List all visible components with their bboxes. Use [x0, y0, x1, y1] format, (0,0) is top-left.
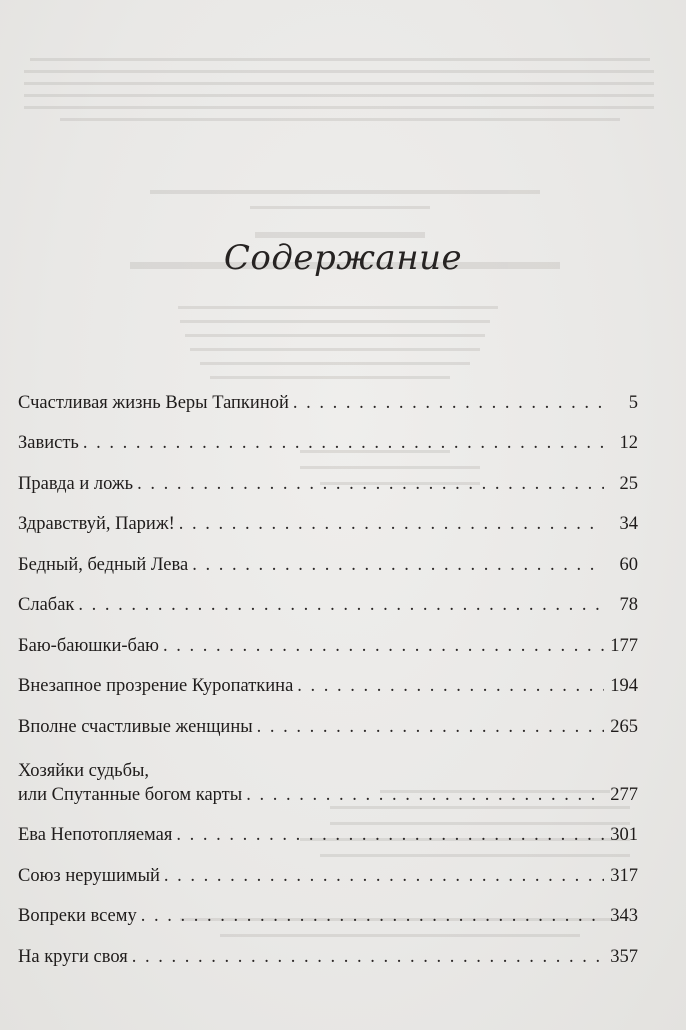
toc-entry [18, 577, 638, 618]
toc-page-number: 25 [619, 473, 638, 494]
toc-leader-dots [176, 823, 604, 847]
toc-leader-dots [293, 391, 604, 415]
toc-entry-title [18, 864, 160, 888]
toc-entry-title [18, 472, 133, 496]
toc-leader-dots [137, 472, 604, 496]
toc-leader-dots [132, 945, 604, 969]
toc-entry-title-line: Хозяйки судьбы, [18, 760, 150, 781]
toc-entry-title-line: Правда и ложь [18, 473, 134, 494]
toc-entry [18, 658, 638, 699]
toc-entry-title-line: Слабак [18, 595, 75, 615]
toc-entry-title-line: Бедный, бедный Лева [18, 554, 189, 575]
toc-entry-title [18, 674, 293, 698]
toc-entry [18, 739, 638, 807]
toc-page-number: 277 [610, 784, 638, 805]
toc-leader-dots [257, 715, 604, 739]
toc-entry-title-line: Баю-баюшки-баю [18, 635, 159, 656]
toc-entry-title [18, 431, 79, 455]
toc-page-number: 5 [628, 392, 638, 413]
toc-entry [18, 617, 638, 658]
toc-leader-dots [179, 512, 604, 536]
toc-leader-dots [164, 864, 604, 888]
toc-entry [18, 807, 638, 848]
toc-entry [18, 536, 638, 577]
toc-entry [18, 496, 638, 537]
toc-entry-title [18, 823, 172, 847]
toc-entry-title-line: Вполне счастливые женщины [18, 716, 253, 737]
toc-page-number: 317 [610, 865, 638, 886]
toc-entry-title-line: Здравствуй, Париж! [18, 514, 175, 534]
toc-page-number: 357 [610, 946, 638, 967]
toc-entry-title [18, 391, 289, 415]
contents-heading: Содержание [223, 238, 463, 278]
toc-entry [18, 698, 638, 739]
toc-page-number: 78 [619, 595, 638, 615]
toc-leader-dots [141, 904, 604, 928]
toc-entry-title-line: Вопреки всему [18, 906, 137, 926]
table-of-contents [18, 374, 638, 969]
toc-page-number: 301 [610, 825, 638, 845]
toc-leader-dots [246, 783, 604, 807]
toc-entry [18, 888, 638, 929]
toc-entry-title [18, 512, 175, 536]
toc-entry [18, 455, 638, 496]
toc-entry-title-line: Внезапное прозрение Куропаткина [18, 676, 294, 696]
toc-entry-title-line: Ева Непотопляемая [18, 825, 173, 845]
toc-entry-title [18, 553, 188, 577]
toc-entry-title [18, 715, 253, 739]
toc-leader-dots [83, 431, 604, 455]
toc-entry [18, 374, 638, 415]
toc-page-number: 60 [619, 554, 638, 575]
toc-entry [18, 928, 638, 969]
toc-page-number: 194 [610, 676, 638, 696]
toc-entry-title [18, 904, 137, 928]
toc-entry-title [18, 634, 159, 658]
toc-entry-title [18, 945, 128, 969]
toc-page-number: 265 [610, 716, 638, 737]
toc-entry [18, 847, 638, 888]
toc-leader-dots [192, 553, 604, 577]
toc-entry [18, 415, 638, 456]
toc-entry-title-line: Зависть [18, 433, 79, 453]
toc-leader-dots [297, 674, 604, 698]
toc-entry-title-line: Союз нерушимый [18, 865, 160, 886]
toc-leader-dots [78, 593, 604, 617]
toc-page-number: 34 [619, 514, 638, 534]
toc-entry-title-line: Счастливая жизнь Веры Тапкиной [18, 392, 289, 413]
toc-entry-title [18, 593, 74, 617]
toc-page-number: 343 [610, 906, 638, 926]
toc-entry-title [18, 759, 242, 807]
toc-page-number: 177 [610, 635, 638, 656]
toc-page-number: 12 [619, 433, 638, 453]
toc-leader-dots [163, 634, 604, 658]
toc-entry-title-line: или Спутанные богом карты [18, 784, 243, 805]
toc-entry-title-line: На круги своя [18, 946, 128, 967]
